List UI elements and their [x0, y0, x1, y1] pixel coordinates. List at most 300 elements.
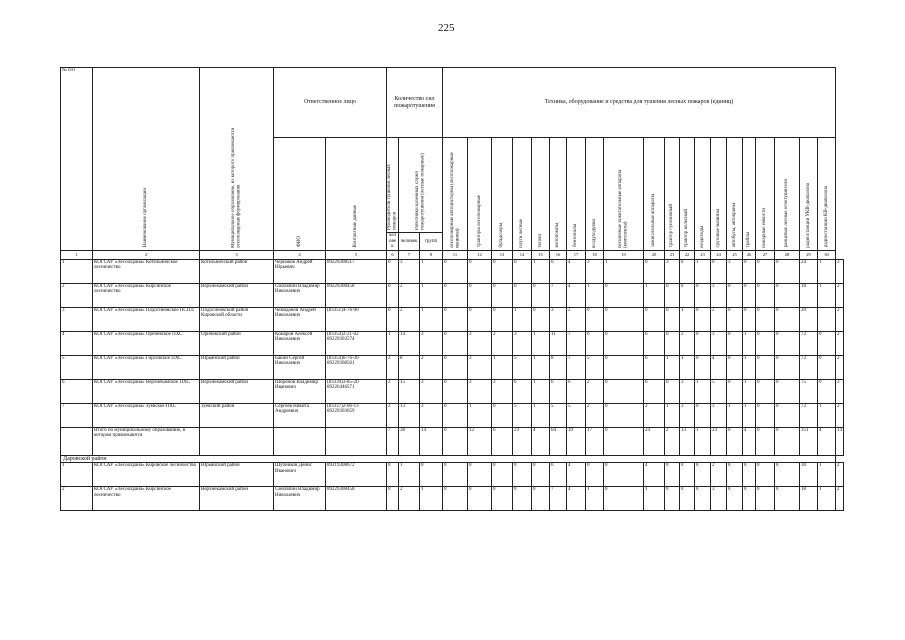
- table-cell: 0: [775, 331, 800, 355]
- column-number: 5: [326, 250, 387, 259]
- table-cell: 0: [818, 355, 836, 379]
- table-cell: 1: [743, 379, 756, 403]
- header-equipment-col: грузовые машины: [711, 138, 727, 251]
- unit-groups: групп: [420, 233, 443, 251]
- table-cell: 1: [743, 331, 756, 355]
- header-equipment-col: мотопомпы: [550, 138, 567, 251]
- table-cell: 2: [567, 307, 586, 331]
- table-cell: 1: [492, 355, 513, 379]
- table-cell: 2: [492, 331, 513, 355]
- table-cell: 2: [836, 487, 844, 511]
- table-cell: 3: [711, 331, 727, 355]
- table-cell: 0: [818, 379, 836, 403]
- table-cell: 13: [680, 427, 695, 455]
- table-row: [61, 403, 844, 427]
- table-cell: 0: [443, 487, 468, 511]
- table-cell: КОГСАУ «Лесоохрана» Верхнекамское ПХС: [93, 379, 200, 403]
- table-cell: 5: [711, 379, 727, 403]
- table-cell: 6: [644, 355, 665, 379]
- table-cell: 2: [665, 427, 680, 455]
- table-cell: 3: [836, 259, 844, 283]
- table-cell: 72: [800, 355, 818, 379]
- table-cell: 6: [61, 379, 93, 403]
- table-cell: 2: [836, 355, 844, 379]
- header-sub-leaders: Руководители тушения лесных пожаров: [387, 138, 399, 233]
- section-title: Даровской район: [61, 455, 836, 463]
- header-equipment-col: лесопожарные автоцистерны (лесопожарные машины): [443, 138, 468, 251]
- table-cell: Котельничский район: [200, 259, 274, 283]
- column-number: 30: [818, 250, 836, 259]
- table-cell: 7: [550, 487, 567, 511]
- header-equipment-col: радиостанции КВ-диапазона: [818, 138, 836, 251]
- table-cell: 7: [567, 355, 586, 379]
- table-cell: Верхнекамский район: [200, 283, 274, 307]
- column-number: 11: [443, 250, 468, 259]
- table-cell: 0: [665, 307, 680, 331]
- table-cell: 0: [775, 487, 800, 511]
- table-cell: 0: [604, 331, 644, 355]
- table-cell: 24: [644, 427, 665, 455]
- table-cell: 0: [604, 487, 644, 511]
- table-cell: 2: [399, 283, 420, 307]
- unit-people-1: человек: [387, 233, 399, 251]
- header-equipment-col: радиостанции УКВ-диапазона: [800, 138, 818, 251]
- table-row: [61, 307, 844, 331]
- table-cell: 0: [492, 259, 513, 283]
- table-cell: 8: [399, 355, 420, 379]
- table-cell: 5: [513, 355, 532, 379]
- table-cell: 0: [775, 427, 800, 455]
- table-cell: Смоляпин Владимир Николаевич: [274, 487, 326, 511]
- table-cell: Шубников Денис Иванович: [274, 463, 326, 487]
- table-cell: 38: [399, 427, 420, 455]
- table-cell: (83337)2-06-13 89229303659: [326, 403, 387, 427]
- table-cell: 0: [680, 283, 695, 307]
- table-cell: 0: [468, 307, 492, 331]
- table-cell: 64: [550, 427, 567, 455]
- table-cell: 0: [743, 307, 756, 331]
- table-cell: 1: [532, 259, 550, 283]
- table-cell: 20: [800, 307, 818, 331]
- table-cell: [200, 427, 274, 455]
- table-cell: 1: [743, 355, 756, 379]
- header-equipment-col: зажигательные аппараты: [644, 138, 665, 251]
- table-cell: 1: [665, 355, 680, 379]
- table-cell: 0: [727, 487, 743, 511]
- header-equipment-col: тягачи: [532, 138, 550, 251]
- table-cell: 3: [550, 307, 567, 331]
- header-equipment-col: плуги лесные: [513, 138, 532, 251]
- table-cell: 0: [756, 283, 775, 307]
- table-cell: 0: [756, 379, 775, 403]
- table-cell: 1: [468, 403, 492, 427]
- table-cell: 351: [800, 427, 818, 455]
- header-equipment-col: автобусы, автокраны: [727, 138, 743, 251]
- table-cell: 2: [711, 307, 727, 331]
- table-cell: 0: [695, 283, 711, 307]
- header-equipment-col: вездеходы: [695, 138, 711, 251]
- table-cell: 0: [680, 463, 695, 487]
- table-cell: 1: [61, 463, 93, 487]
- table-cell: 0: [756, 403, 775, 427]
- table-cell: 13: [399, 403, 420, 427]
- table-cell: 0: [532, 283, 550, 307]
- column-number: 17: [567, 250, 586, 259]
- table-cell: 0: [513, 259, 532, 283]
- table-cell: 1: [420, 283, 443, 307]
- table-cell: 5: [567, 403, 586, 427]
- table-cell: [61, 427, 93, 455]
- table-cell: 1: [743, 403, 756, 427]
- table-cell: КОГСАУ «Лесоохрана» Гирсовское ПХС: [93, 355, 200, 379]
- table-cell: 1: [387, 331, 399, 355]
- table-cell: 6: [492, 427, 513, 455]
- table-cell: 1: [420, 307, 443, 331]
- table-cell: 0: [387, 283, 399, 307]
- table-cell: КОГСАУ «Лесоохрана» Кирсинское лесничество: [93, 487, 200, 511]
- table-cell: 0: [443, 379, 468, 403]
- table-cell: 0: [756, 307, 775, 331]
- table-cell: 0: [727, 379, 743, 403]
- table-cell: 4: [818, 427, 836, 455]
- table-cell: 0: [586, 307, 604, 331]
- table-cell: 0: [443, 403, 468, 427]
- table-cell: 1: [818, 463, 836, 487]
- table-cell: 0: [711, 259, 727, 283]
- table-cell: Подосиновский район Кировской области: [200, 307, 274, 331]
- table-cell: 3: [468, 331, 492, 355]
- table-cell: 1: [420, 487, 443, 511]
- column-number: 8: [420, 250, 443, 259]
- table-cell: 0: [532, 307, 550, 331]
- table-row: [61, 259, 844, 283]
- table-cell: 1: [61, 259, 93, 283]
- table-cell: (83351)4-76-90: [326, 307, 387, 331]
- table-cell: 0: [443, 331, 468, 355]
- table-cell: [818, 307, 836, 331]
- table-cell: 0: [604, 379, 644, 403]
- table-cell: 0: [420, 463, 443, 487]
- table-cell: 1: [695, 259, 711, 283]
- table-cell: 0: [443, 463, 468, 487]
- table-cell: 3: [727, 259, 743, 283]
- table-cell: 0: [695, 487, 711, 511]
- table-cell: 0: [443, 259, 468, 283]
- column-number: 23: [695, 250, 711, 259]
- total-row: [61, 427, 844, 455]
- table-cell: 72: [800, 331, 818, 355]
- header-equipment-col: трайлы: [743, 138, 756, 251]
- table-cell: 30: [800, 463, 818, 487]
- table-cell: 4: [532, 427, 550, 455]
- table-cell: 6: [644, 379, 665, 403]
- table-cell: 3: [711, 487, 727, 511]
- header-municipality: Муниципальное образование, из которого привлекаются лесопожарные формирования: [200, 68, 274, 251]
- forces-table: [60, 67, 844, 511]
- table-cell: 1: [680, 307, 695, 331]
- table-cell: 7: [567, 331, 586, 355]
- header-equipment-col: пожарные емкости: [756, 138, 775, 251]
- table-cell: КОГСАУ «Лесоохрана» Оричевское ПХС: [93, 331, 200, 355]
- table-cell: 1: [695, 427, 711, 455]
- table-cell: 7: [387, 427, 399, 455]
- table-cell: 0: [492, 283, 513, 307]
- table-cell: 0: [743, 283, 756, 307]
- table-cell: Чернаков Андрей Юрьевич: [274, 259, 326, 283]
- table-cell: 2: [680, 331, 695, 355]
- header-org: Наименование организации: [93, 68, 200, 251]
- table-cell: 1: [818, 283, 836, 307]
- table-cell: 0: [443, 283, 468, 307]
- table-cell: 0: [604, 403, 644, 427]
- table-cell: 1: [727, 403, 743, 427]
- table-cell: 1: [818, 259, 836, 283]
- table-cell: 0: [604, 307, 644, 331]
- header-contact: Контактные данные: [326, 138, 387, 251]
- header-responsible: Ответственное лицо: [274, 68, 387, 138]
- table-cell: 3: [680, 379, 695, 403]
- table-cell: 0: [756, 487, 775, 511]
- header-forces: Количество сил пожаротушения: [387, 68, 443, 138]
- table-cell: Юрьянский район: [200, 463, 274, 487]
- table-cell: 0: [604, 463, 644, 487]
- table-cell: 14: [420, 427, 443, 455]
- table-cell: 0: [727, 331, 743, 355]
- table-cell: 0: [818, 331, 836, 355]
- table-cell: 3: [420, 331, 443, 355]
- table-cell: 3: [665, 259, 680, 283]
- table-cell: 0: [775, 355, 800, 379]
- table-cell: 0: [756, 331, 775, 355]
- table-row: [61, 355, 844, 379]
- table-cell: 0: [775, 283, 800, 307]
- header-equipment-col: воздуходувки: [586, 138, 604, 251]
- table-cell: 1: [513, 307, 532, 331]
- table-cell: 0: [695, 331, 711, 355]
- table-cell: 6: [586, 331, 604, 355]
- table-cell: 0: [387, 307, 399, 331]
- table-cell: 23: [513, 427, 532, 455]
- table-cell: 4: [743, 427, 756, 455]
- table-cell: 89229308458: [326, 487, 387, 511]
- column-number: 12: [468, 250, 492, 259]
- table-cell: 1: [644, 283, 665, 307]
- table-cell: 2: [836, 463, 844, 487]
- table-row: [61, 379, 844, 403]
- table-cell: 0: [775, 463, 800, 487]
- column-number: 28: [775, 250, 800, 259]
- table-cell: КОГСАУ «Лесоохрана» Зуевское ПХС: [93, 403, 200, 427]
- table-cell: 1: [420, 259, 443, 283]
- column-number: 3: [200, 250, 274, 259]
- column-number: 27: [756, 250, 775, 259]
- table-cell: 0: [492, 463, 513, 487]
- table-cell: 2: [399, 307, 420, 331]
- table-cell: 0: [468, 283, 492, 307]
- table-cell: 3: [711, 283, 727, 307]
- table-cell: 5: [513, 403, 532, 427]
- table-cell: (83339)3-85-20 89226446571: [326, 379, 387, 403]
- table-cell: 2: [387, 403, 399, 427]
- table-cell: [326, 427, 387, 455]
- table-cell: 7: [61, 403, 93, 427]
- header-fio: ФИО: [274, 138, 326, 251]
- table-cell: 0: [665, 331, 680, 355]
- table-cell: 0: [513, 283, 532, 307]
- table-cell: Зуевский район: [200, 403, 274, 427]
- table-cell: 6: [567, 379, 586, 403]
- table-cell: Сергеев Никита Андреевич: [274, 403, 326, 427]
- table-cell: 3: [399, 259, 420, 283]
- table-cell: 75: [800, 379, 818, 403]
- table-cell: 1: [399, 463, 420, 487]
- table-cell: 2: [644, 403, 665, 427]
- table-cell: Комаров Алексей Николаевич: [274, 331, 326, 355]
- column-number: 22: [680, 250, 695, 259]
- table-cell: 14: [836, 427, 844, 455]
- table-cell: [274, 427, 326, 455]
- table-cell: Оричевский район: [200, 331, 274, 355]
- table-cell: 23: [711, 427, 727, 455]
- table-cell: 18: [800, 487, 818, 511]
- table-cell: Верхнекамский район: [200, 487, 274, 511]
- column-number: 6: [387, 250, 399, 259]
- header-equipment-col: бесшовные зажигательные аппараты (комплекты): [604, 138, 644, 251]
- table-cell: КОГСАУ «Лесоохрана» Кирсинское лесничество: [93, 283, 200, 307]
- header-equipment: Техника, оборудование и средства для тушения лесных пожаров (единиц): [443, 68, 836, 138]
- table-cell: 1: [818, 487, 836, 511]
- table-cell: 0: [604, 355, 644, 379]
- table-row: [61, 487, 844, 511]
- table-cell: 18: [800, 283, 818, 307]
- table-cell: 4: [644, 463, 665, 487]
- table-cell: 0: [604, 283, 644, 307]
- table-cell: 1: [532, 379, 550, 403]
- table-cell: 2: [387, 379, 399, 403]
- table-cell: 0: [756, 259, 775, 283]
- table-cell: 4: [711, 355, 727, 379]
- table-cell: 4: [567, 463, 586, 487]
- table-cell: 1: [532, 331, 550, 355]
- table-cell: 1: [586, 487, 604, 511]
- table-cell: 0: [644, 259, 665, 283]
- table-cell: 2: [836, 331, 844, 355]
- table-cell: 0: [727, 427, 743, 455]
- table-cell: 1: [644, 487, 665, 511]
- table-cell: 2: [586, 379, 604, 403]
- table-cell: 4: [567, 259, 586, 283]
- table-cell: 0: [387, 463, 399, 487]
- table-cell: 0: [756, 355, 775, 379]
- table-cell: 2: [61, 487, 93, 511]
- table-cell: 0: [695, 307, 711, 331]
- table-cell: Шоронов Владимир Иванович: [274, 379, 326, 403]
- table-cell: 0: [695, 463, 711, 487]
- table-cell: 1: [680, 355, 695, 379]
- table-cell: 0: [756, 427, 775, 455]
- table-cell: 5: [586, 355, 604, 379]
- table-cell: 3: [420, 403, 443, 427]
- table-cell: 2: [836, 283, 844, 307]
- table-cell: 3: [468, 379, 492, 403]
- header-equipment-col: трактор гусеничный: [665, 138, 680, 251]
- table-cell: 2: [420, 355, 443, 379]
- table-cell: 0: [775, 307, 800, 331]
- header-equipment-col: бульдозеры: [492, 138, 513, 251]
- table-cell: 3: [586, 259, 604, 283]
- unit-people-2: человек: [399, 233, 420, 251]
- section-row: [61, 455, 844, 463]
- table-cell: 2: [399, 487, 420, 511]
- column-number: 20: [644, 250, 665, 259]
- table-cell: 3: [513, 331, 532, 355]
- table-cell: 0: [532, 463, 550, 487]
- table-cell: 0: [532, 487, 550, 511]
- table-cell: Верхнекамский район: [200, 379, 274, 403]
- table-cell: 1: [532, 403, 550, 427]
- page-number: 225: [438, 22, 455, 34]
- table-cell: 3: [680, 403, 695, 427]
- table-cell: 6: [550, 463, 567, 487]
- table-cell: 0: [665, 283, 680, 307]
- header-equipment-col: тракторы лесопожарные: [468, 138, 492, 251]
- table-cell: 17: [586, 427, 604, 455]
- table-cell: 2: [586, 403, 604, 427]
- table-cell: 2: [836, 403, 844, 427]
- table-cell: 4: [567, 487, 586, 511]
- table-cell: 0: [468, 487, 492, 511]
- column-number: 1: [61, 250, 93, 259]
- table-cell: 0: [665, 463, 680, 487]
- table-cell: 0: [775, 259, 800, 283]
- table-cell: 15: [399, 379, 420, 403]
- table-cell: 12: [468, 427, 492, 455]
- header-num: № п/п: [61, 68, 93, 251]
- column-number: 7: [399, 250, 420, 259]
- column-number: 19: [604, 250, 644, 259]
- table-cell: 3: [492, 379, 513, 403]
- table-cell: 0: [695, 355, 711, 379]
- table-cell: Юрьянский район: [200, 355, 274, 379]
- table-cell: 72: [800, 403, 818, 427]
- table-cell: 0: [604, 427, 644, 455]
- table-cell: 0: [550, 259, 567, 283]
- table-cell: 0: [387, 259, 399, 283]
- table-cell: КОГСАУ «Лесоохрана» Кировское лесничество: [93, 463, 200, 487]
- table-cell: 3: [468, 355, 492, 379]
- table-cell: 4: [567, 283, 586, 307]
- column-number: 21: [665, 250, 680, 259]
- table-cell: 1: [695, 379, 711, 403]
- table-cell: 0: [775, 403, 800, 427]
- table-cell: 0: [586, 463, 604, 487]
- table-cell: 3: [836, 379, 844, 403]
- table-cell: 0: [727, 307, 743, 331]
- header-equipment-col: трактор колесный: [680, 138, 695, 251]
- table-cell: 0: [727, 283, 743, 307]
- table-cell: Чемоданов Андрей Николаевич: [274, 307, 326, 331]
- table-cell: 0: [743, 463, 756, 487]
- table-cell: 39: [567, 427, 586, 455]
- table-cell: 0: [468, 463, 492, 487]
- table-cell: 0: [443, 307, 468, 331]
- table-cell: 5: [550, 403, 567, 427]
- table-cell: 0: [680, 259, 695, 283]
- table-cell: 0: [743, 487, 756, 511]
- column-number: 29: [800, 250, 818, 259]
- column-number: 15: [532, 250, 550, 259]
- table-cell: 0: [468, 259, 492, 283]
